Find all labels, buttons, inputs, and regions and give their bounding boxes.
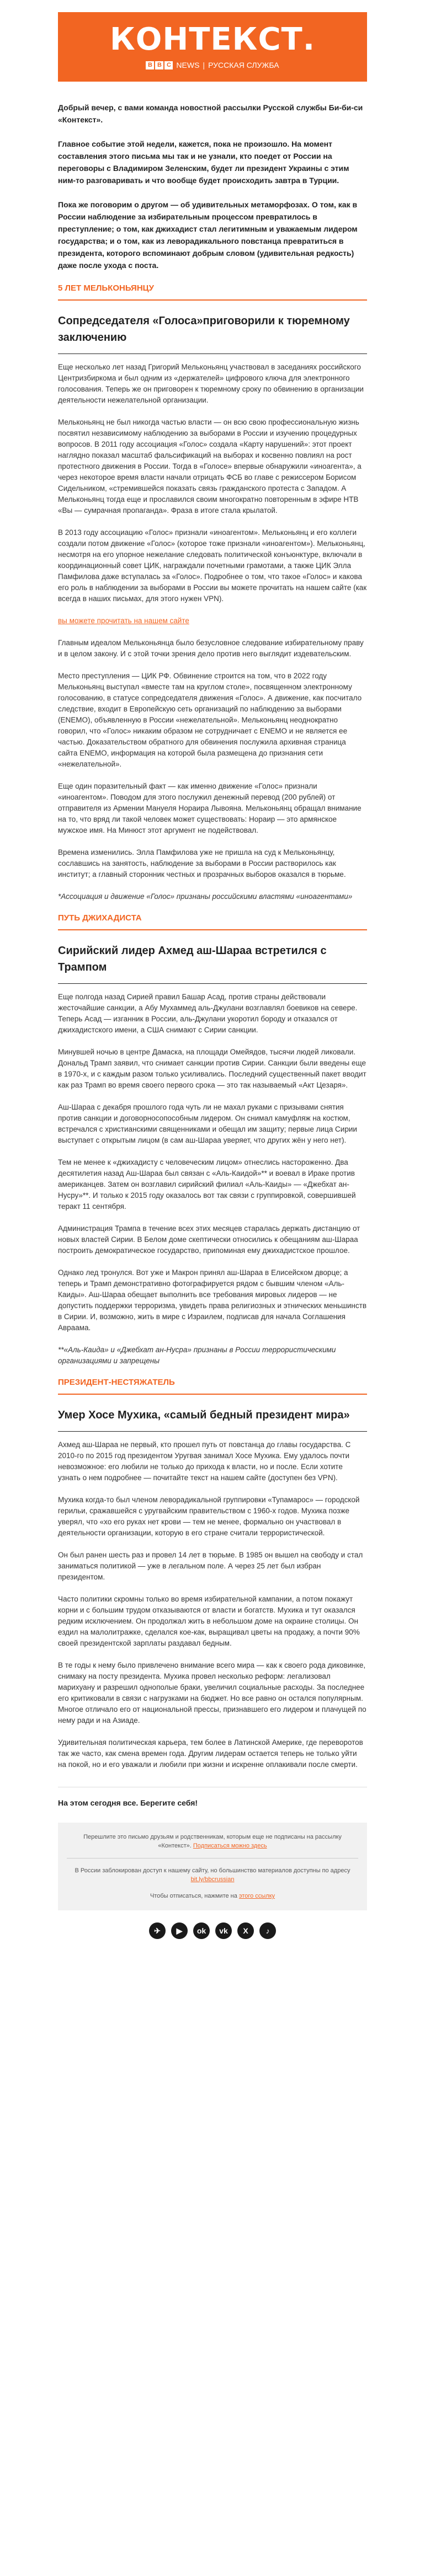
article-text: В 2013 году ассоциацию «Голос» признали «иноагентом». Мельконьянц и его коллеги создали потом движение «Голос» (которое тоже признали «иноагентом»). Мельконьянц, несмотря на его упорное нежелание следовать политической конъюнктуре, включали в координационный совет ЦИК, награждали почетными грамотами, а также ЦИК Элла Памфилова даже вступалась за «Голос». Подробнее о том, что такое «Голос» и какова его роль в наблюдении за выборами в России вы можете прочитать на нашем сайте (как всегда в наших письмах, для этого нужен VPN).: [58, 528, 367, 603]
article-paragraph: Администрация Трампа в течение всех этих месяцев старалась держать дистанцию от новых властей Сирии. В Белом доме скептически относились к обещаниям аш-Шараа построить демократическое государство, припоминая ему джихадистское прошлое.: [58, 1224, 360, 1255]
bbc-letter: B: [155, 61, 163, 69]
article-paragraph: Главным идеалом Мельконьянца было безусловное следование избирательному праву и в целом закону. И с этой точки зрения дело против него выглядит издевательским.: [58, 639, 364, 658]
footer: [58, 1823, 367, 1910]
article-paragraph: Еще полгода назад Сирией правил Башар Асад, против страны действовали жесточайшие санкции, а Абу Мухаммед аль-Джулани возглавлял боевиков на севере. Теперь Асад — изганник в России, аль-Джулани укоротил бороду и отказался от джихадистского имени, а США снимают с Сирии санкции.: [58, 993, 358, 1034]
x-icon[interactable]: X: [237, 1922, 254, 1939]
bbc-letter: C: [164, 61, 173, 69]
article-paragraph: Ахмед аш-Шараа не первый, кто прошел путь от повстанца до главы государства. С 2010-го по 2015 год президентом Уругвая занимал Хосе Мухика. Ему удалось почти невозможное: его любили не только до прихода к власти, но и после. Если хотите узнать о нем подробнее — почитайте текст на нашем сайте (доступен без VPN).: [58, 1440, 351, 1482]
unsubscribe-link[interactable]: этого ссылку: [238, 1893, 275, 1899]
article-paragraph: Удивительная политическая карьера, тем более в Латинской Америке, где переворотов так же часто, как смена времен года. Другим лидерам остается теперь не только уйти на покой, но и его уважали и любили при жизни и искренне оплакивали после смерти.: [58, 1738, 363, 1769]
odnoklassniki-icon[interactable]: ok: [193, 1922, 210, 1939]
bbc-brand-line: [146, 61, 279, 69]
tiktok-icon[interactable]: ♪: [259, 1922, 276, 1939]
footer-subscribe-text: [67, 1833, 358, 1850]
article-paragraph: Еще один поразительный факт — как именно движение «Голос» признали «иноагентом». Поводом для этого послужил денежный перевод (200 рублей) от отправителя из Армении Мануеля Нораира Лывояна. Мельконьянц обращал внимание на то, что вряд ли такой человек может существовать: Нораир — это армянское мужское имя. На Минюст этот аргумент не подействовал.: [58, 782, 362, 834]
telegram-icon[interactable]: ✈: [149, 1922, 166, 1939]
footer-text: Перешлите это письмо друзьям и родственникам, которым еще не подписаны на рассылку «Контекст».: [83, 1834, 342, 1849]
footnote: *Ассоциация и движение «Голос» признаны российскими властями «иноагентами»: [58, 892, 353, 901]
bbc-service-label: РУССКАЯ СЛУЖБА: [208, 61, 279, 69]
brand-banner: [58, 12, 367, 82]
subscribe-link[interactable]: Подписаться можно здесь: [193, 1843, 267, 1849]
article-paragraph: Аш-Шараа с декабря прошлого года чуть ли не махал руками с призывами снятия против санкции и договорносопособным лидером. Он снимал камуфляж на костюм, встречался с христианскими священниками и обещал им защиту; первые лица Сирии выступает с открытым лицом (в сам аш-Шараа уверяет, что других жён у него нет).: [58, 1103, 357, 1144]
article-paragraph: Часто политики скромны только во время избирательной кампании, а потом покажут корни и с большим трудом отказываются от власти и богатств. Мухика и тут оказался редким исключением. Он продолжал жить в небольшом доме на окраине столицы. Он ездил на малолитражке, сделался кое-как, выращивал цветы на продажу, а почти 90% своей президентской зарплаты раздавал бедным.: [58, 1595, 360, 1647]
article-paragraph: Времена изменились. Элла Памфилова уже не пришла на суд к Мельконьянцу, сославшись на занятость, наблюдение за выборами в России растворилось как институт; а главный сторонник честных и прозрачных выборов оказался в тюрьме.: [58, 848, 346, 879]
youtube-icon[interactable]: ▶: [171, 1922, 188, 1939]
article-paragraph: Еще несколько лет назад Григорий Мельконьянц участвовал в заседаниях российского Центризбиркома и был одним из «держателей» цифрового ключа для электронного голосования. Теперь же он приговорен к тюремному сроку по обвинению в организации деятельности нежелательной организации.: [58, 363, 364, 404]
article-paragraph: Минувшей ночью в центре Дамаска, на площади Омейядов, тысячи людей ликовали. Дональд Трамп заявил, что снимает санкции против Сирии. Санкции были введены еще в 1970-х, и с каждым разом только усиливались. Последний существенный пакет вводит как раз Трамп во время своего первого срока — это так называемый «Акт Цезаря».: [58, 1048, 366, 1089]
footer-text: Чтобы отписаться, нажмите на: [150, 1893, 237, 1899]
greeting: Добрый вечер, с вами команда новостной рассылки Русской службы Би-би-си «Контекст».: [58, 103, 363, 124]
article-title: Сирийский лидер Ахмед аш-Шараа встретился с Трампом: [58, 942, 367, 984]
article-paragraph: Место преступления — ЦИК РФ. Обвинение строится на том, что в 2022 году Мельконьянц выступал «вместе там на круглом столе», посвященном электронному голосованию, в статусе сопредседателя движения «Голос». А движение, как посчитало следствие, входит в Европейскую сеть организаций по наблюдению за выборами (ENEMO), объявленную в России «нежелательной». Мельконьянц неоднократно говорил, что «Голос» никаким образом не сотрудничает с ENEMO и не является ее частью. Доказательством обратного для обвинения послужила архивная страница сайта ENEMO, информация на которой была размещена до признания сети «нежелательной».: [58, 672, 362, 768]
newsletter-logo: [110, 24, 315, 55]
footer-unsubscribe-text: [67, 1892, 358, 1900]
section-label: ПУТЬ ДЖИХАДИСТА: [58, 913, 367, 930]
main-content: [58, 82, 367, 1939]
header: [0, 0, 425, 82]
footer-text: В России заблокирован доступ к нашему сайту, но большинство материалов доступны по адресу: [75, 1867, 350, 1874]
section-label: 5 ЛЕТ МЕЛЬКОНЬЯНЦУ: [58, 283, 367, 301]
article-paragraph: [58, 527, 367, 604]
closing-line: На этом сегодня все. Берегите себя!: [58, 1787, 367, 1807]
article-paragraph: Однако лед тронулся. Вот уже и Макрон принял аш-Шараа в Елисейском дворце; а теперь и Трамп демонстративно фотографируется рядом с бывшим членом «Аль-Каиды». Аш-Шараа обещает выполнить все требования мировых лидеров — не допустить поддержки терроризма, увидеть права религиозных и этнических меньшинств в Сирии. И, возможно, жить в мире с Израилем, подписав для начала Соглашения Авраама.: [58, 1268, 366, 1332]
intro-paragraph: Пока же поговорим о другом — об удивительных метаморфозах. О том, как в России наблюдение за избирательным процессом превратилось в преступление; о том, как джихадист стал легитимным и уважаемым лидером государства; и о том, как из леворадикального повстанца превратиться в президента, которого вспоминают добрым словом (удивительная редкость) даже после ухода с поста.: [58, 200, 358, 270]
bbc-logo: [146, 61, 173, 69]
footer-mirror-text: [67, 1866, 358, 1884]
logo-dot: .: [302, 22, 316, 57]
bbc-news-label: NEWS: [176, 61, 200, 69]
article-link-line: [58, 615, 367, 626]
logo-text: КОНТЕКСТ: [109, 22, 303, 57]
section-label: ПРЕЗИДЕНТ-НЕСТЯЖАТЕЛЬ: [58, 1378, 367, 1395]
intro-paragraph: Главное событие этой недели, кажется, пока не произошло. На момент составления этого письма мы так и не узнали, кто поедет от России на переговоры с Владимиром Зеленским, будет ли президент Украины с этим ним-то разговаривать и что вообще будет происходить завтра в Турции.: [58, 140, 349, 185]
social-links: [58, 1922, 367, 1939]
vk-icon[interactable]: vk: [215, 1922, 232, 1939]
divider: [67, 1858, 358, 1859]
bbc-letter: B: [146, 61, 154, 69]
article-title: Сопредседателя «Голоса»приговорили к тюремному заключению: [58, 313, 367, 354]
article-paragraph: Мухика когда-то был членом леворадикальной группировки «Тупамарос» — городской герильи, сражавшейся с уругвайским правительством с 1960-х годов. Мухика позже уверял, что «хо его руках нет крови — тем не менее, формально он участвовал в деятельности организации, которую в его стране считали террористической.: [58, 1496, 360, 1537]
article-title: Умер Хосе Мухика, «самый бедный президент мира»: [58, 1407, 367, 1432]
site-link[interactable]: вы можете прочитать на нашем сайте: [58, 617, 189, 625]
article-paragraph: Он был ранен шесть раз и провел 14 лет в тюрьме. В 1985 он вышел на свободу и стал заниматься политикой — уже в легальном поле. А через 25 лет был избран президентом.: [58, 1551, 363, 1581]
article-paragraph: Мельконьянц не был никогда частью власти — он всю свою профессиональную жизнь посвятил независимому наблюдению за выборами в России и изучению процедурных вопросов. В 2011 году ассоциация «Голос» создала «Карту нарушений»: этот проект наглядно показал масштаб фальсификаций на выборах и косвенно повлиял на рост протестного движения в России. Тогда в «Голосе» впервые обнаружили «иноагента», а через некоторое время власти начали отрицать ФСБ во главе с режиссером Борисом Сидельником, «стремившейся показать связь гражданского протеста с Западом. А Мельконьянц тогда еще и прославился своим многократно повторенным в эфире НТВ «Вы — сумрачная пропаганда». Фраза в итоге стала крылатой.: [58, 418, 362, 515]
article-paragraph: Тем не менее к «джихадисту с человеческим лицом» отнеслись настороженно. Два десятилетия назад Аш-Шараа был связан с «Аль-Каидой»** и воевал в Ираке против американцев. Затем он возглавил сирийский филиал «Аль-Каиды» — «Джебхат ан-Нусру»**. И только к 2015 году оказалось вот так связи с группировкой, совершившей теракт 11 сентября.: [58, 1158, 356, 1211]
footnote: **«Аль-Каида» и «Джебхат ан-Нусра» признаны в России террористическими организациями и запрещены: [58, 1346, 336, 1365]
mirror-link[interactable]: bit.ly/bbcrussian: [190, 1876, 235, 1883]
separator: |: [203, 61, 205, 69]
article-paragraph: В те годы к нему было привлечено внимание всего мира — как к своего рода диковинке, снимаку на посту президента. Мухика провел несколько реформ: легализовал марихуану и разрешил однополые браки, увеличил социальные расходы. За последнее его критиковали в связи с нагрузками на бюджет. Но все равно он остался популярным. Многое отличало его от национальной прессы, признавшего его лидером и плачущей по нему ради и на Азиаде.: [58, 1661, 366, 1725]
